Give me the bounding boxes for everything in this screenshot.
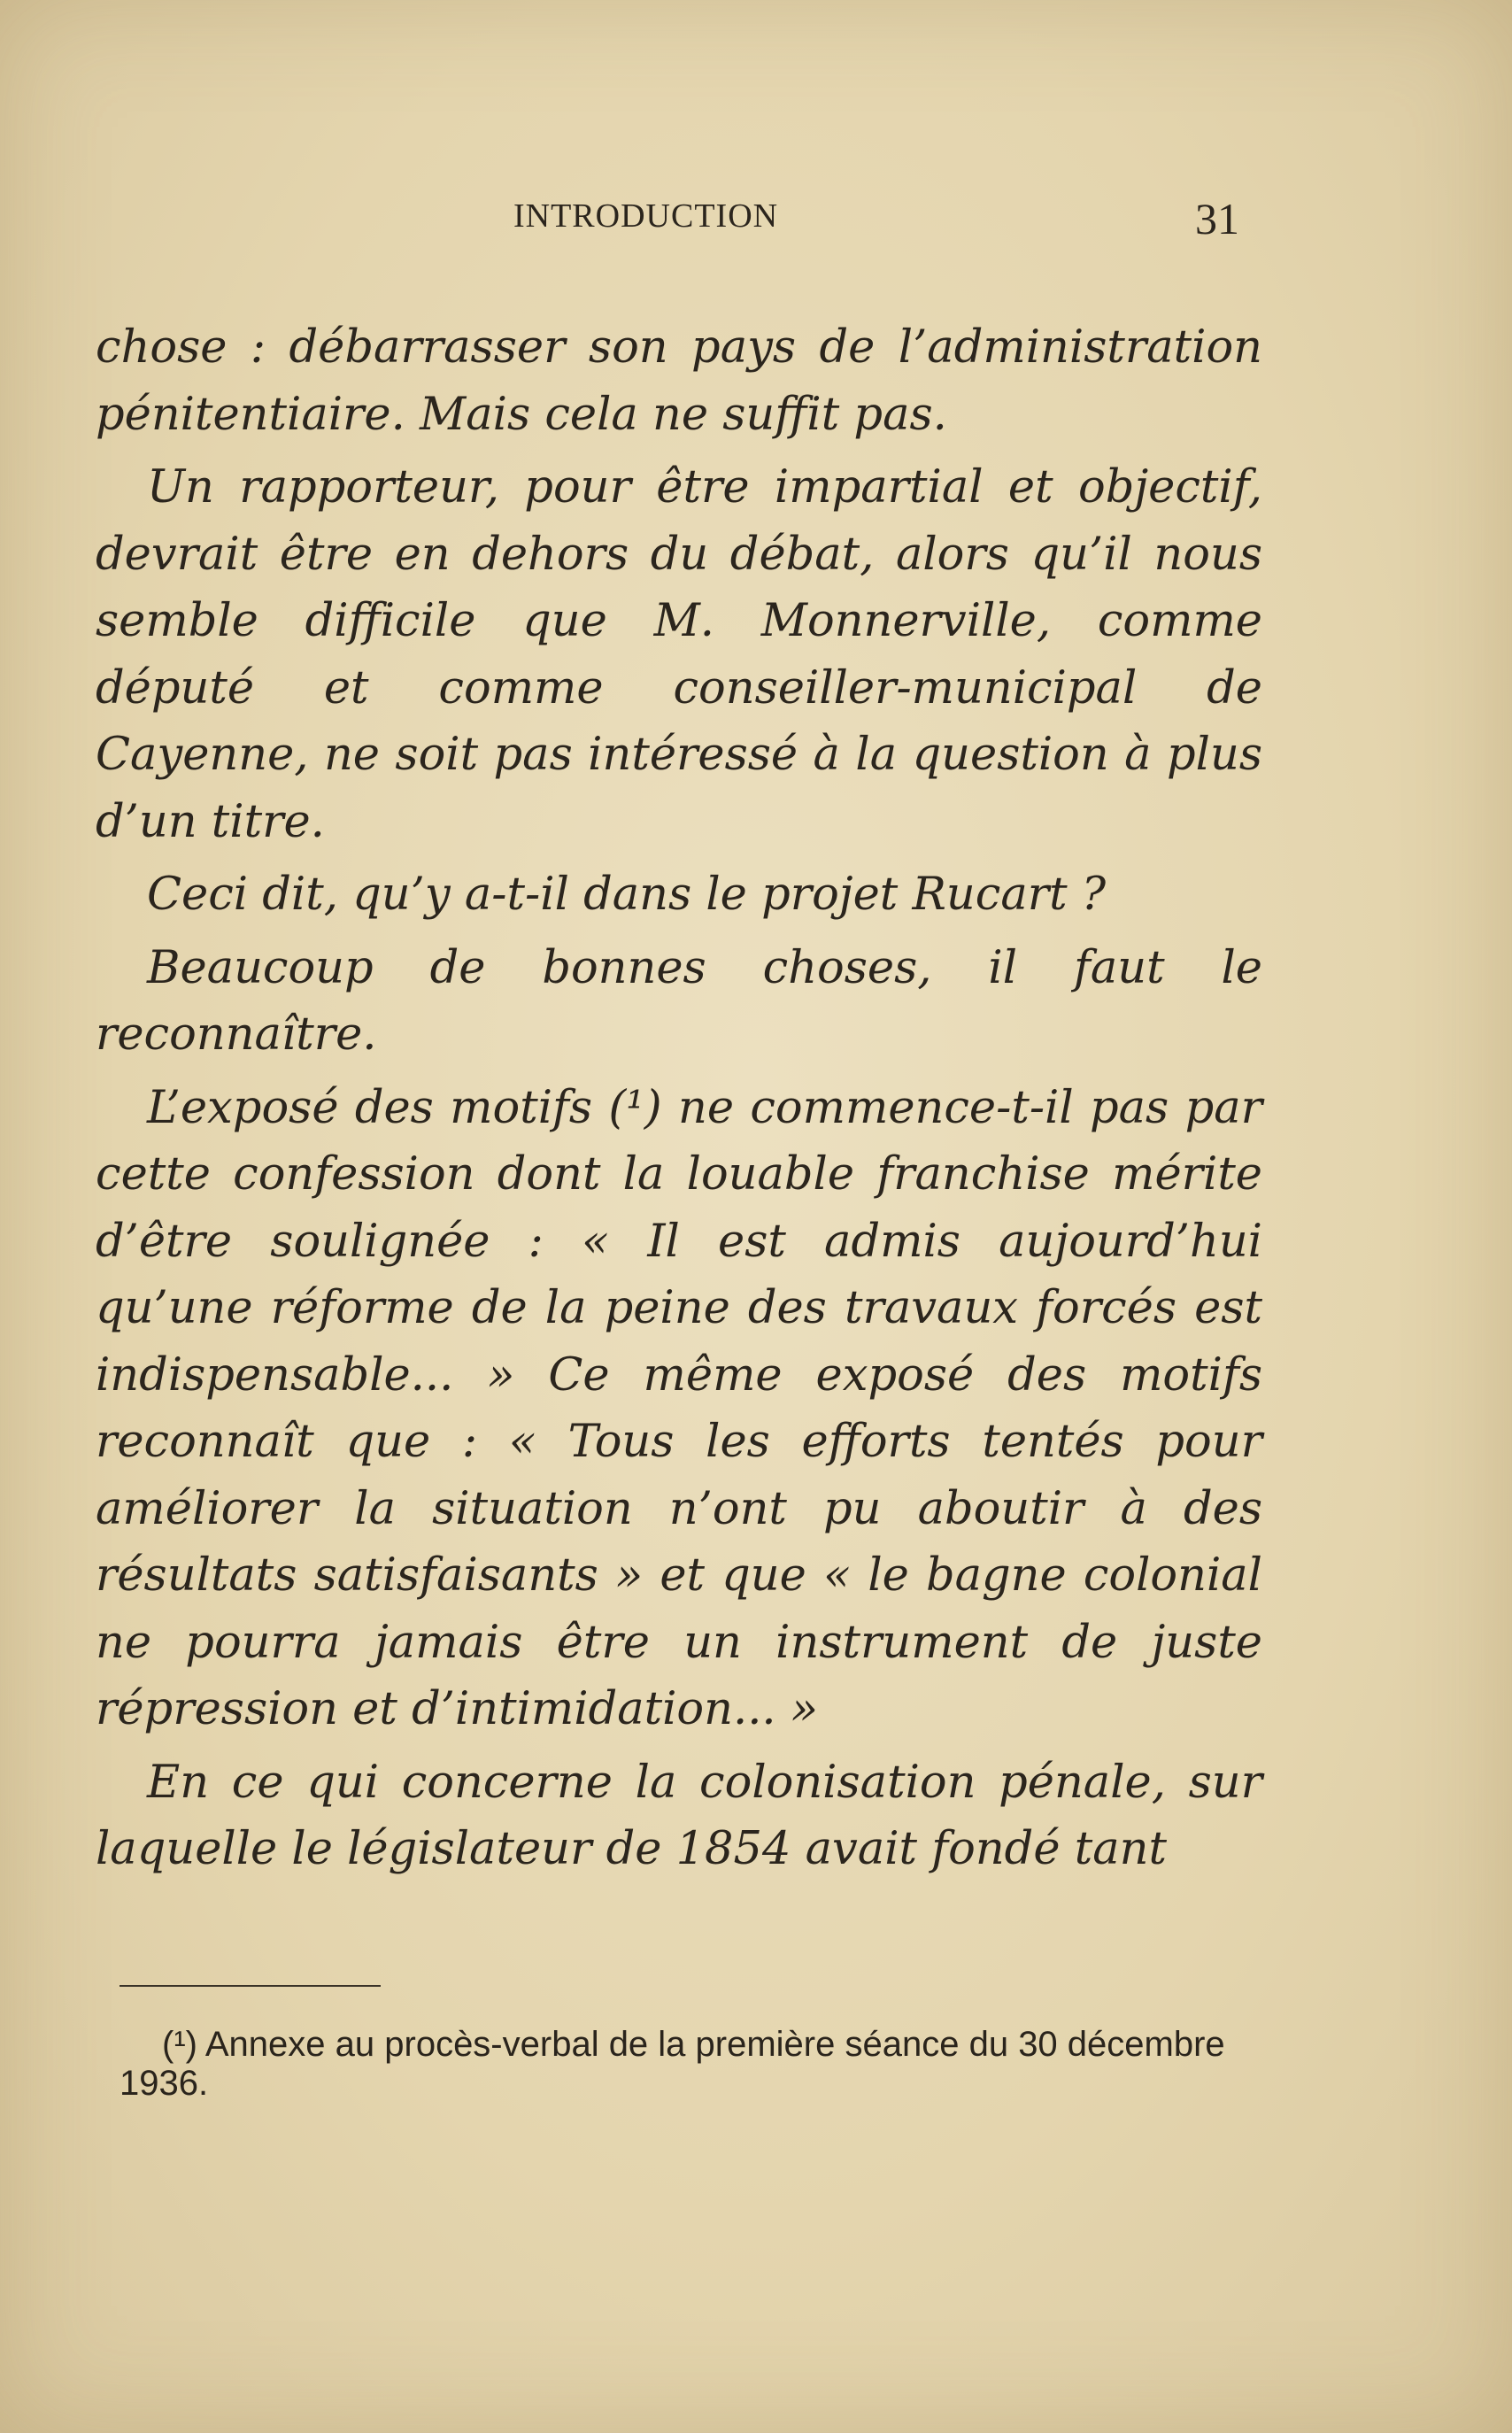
footnote: [120, 2025, 1270, 2103]
paragraph: Ceci dit, qu’y a-t-il dans le projet Rucart ?: [147, 869, 1107, 921]
paragraph: Un rapporteur, pour être impartial et objectif, devrait être en dehors du débat, alors qu’il nous semble difficile que M. Monnerville, comme député et comme conseiller-municipal de Cayenne, ne soit pas intéressé à la question à plus d’un titre.: [96, 461, 1262, 848]
paragraph: Beaucoup de bonnes choses, il faut le reconnaître.: [96, 941, 1262, 1061]
paragraph: L’exposé des motifs (¹) ne commence-t-il pas par cette confession dont la louable franchise mérite d’être soulignée : « Il est admis aujourd’hui qu’une réforme de la peine des travaux forcés est indispensable... » Ce même exposé des motifs reconnaît que : « Tous les efforts tentés pour améliorer la situation n’ont pu aboutir à des résultats satisfaisants » et que « le bagne colonial ne pourra jamais être un instrument de juste répression et d’intimidation... »: [96, 1081, 1262, 1735]
footnote-separator: [120, 1985, 381, 1987]
paragraph: En ce qui concerne la colonisation pénale, sur laquelle le législateur de 1854 avait fondé tant: [96, 1756, 1262, 1875]
running-head: INTRODUCTION: [513, 197, 779, 235]
page-number: 31: [1195, 194, 1239, 243]
paragraph: chose : débarrasser son pays de l’administration pénitentiaire. Mais cela ne suffit pas.: [96, 321, 1262, 441]
footnote-text: (¹) Annexe au procès-verbal de la première séance du 30 décembre 1936.: [120, 2025, 1225, 2103]
body-text: [96, 314, 1262, 1889]
